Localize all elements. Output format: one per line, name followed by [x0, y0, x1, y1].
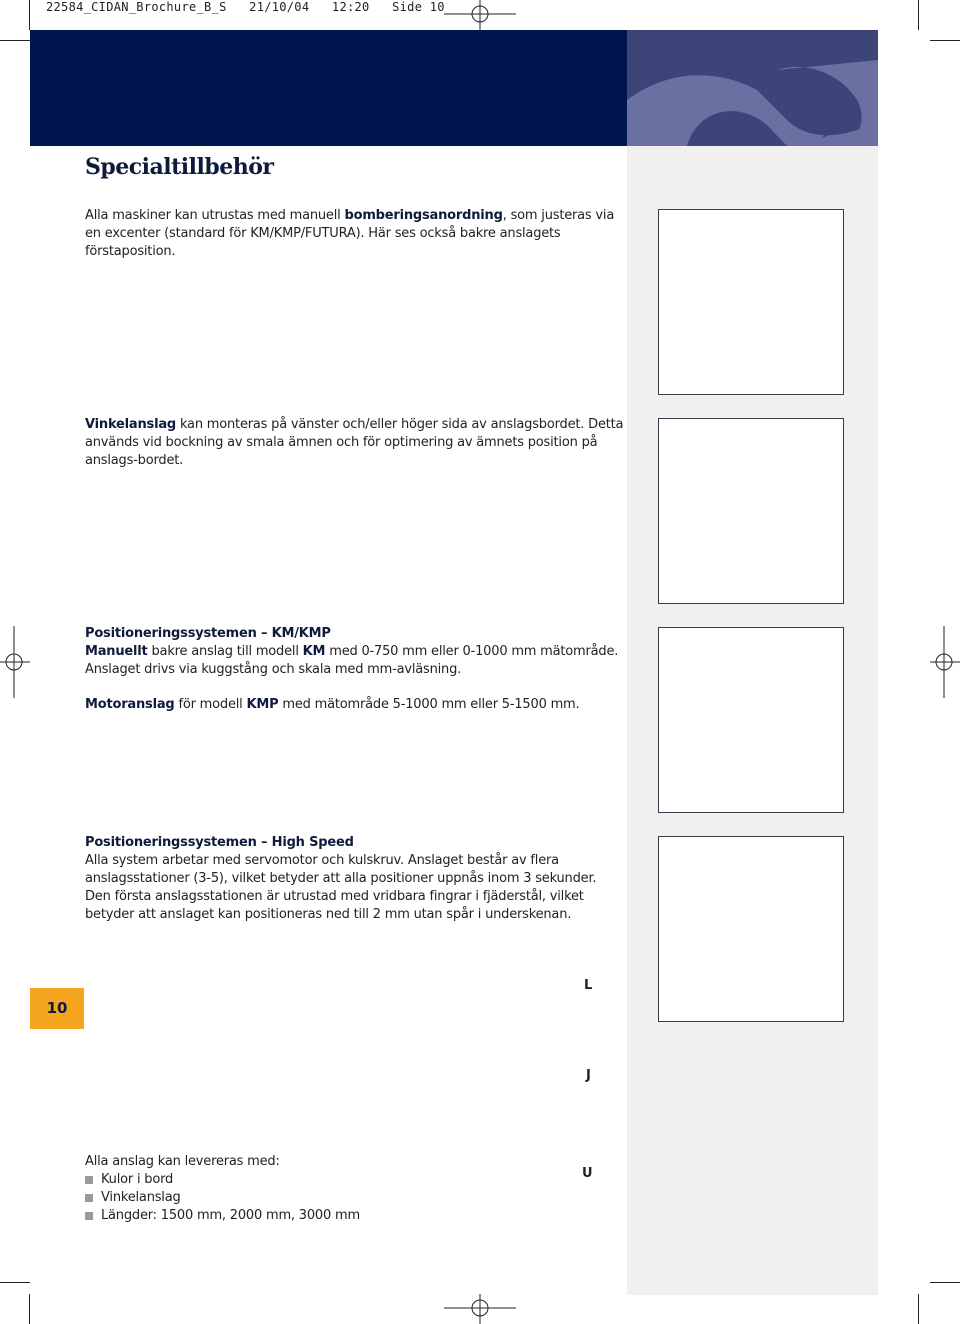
- vinkelanslag-paragraph: Vinkelanslag kan monteras på vänster och/eller höger sida av anslagsbordet. Detta används vid bockning av smala ämnen och för optimering av ämnets position på anslags-bordet.: [85, 417, 624, 468]
- list-item: Längder: 1500 mm, 2000 mm, 3000 mm: [85, 1207, 625, 1225]
- kmkmp-motor-line: Motoranslag för modell KMP med mätområde 5-1000 mm eller 5-1500 mm.: [85, 697, 580, 712]
- bullet-square-icon: [85, 1194, 93, 1202]
- highspeed-paragraph-2: Den första anslagsstationen är utrustad med vridbara fingrar i fjäderstål, vilket betyder att anslaget kan positioneras ned till 2 mm utan spår i underskenan.: [85, 889, 584, 922]
- kmkmp-section: [85, 625, 625, 714]
- delivery-intro: Alla anslag kan levereras med:: [85, 1154, 280, 1169]
- photo-frame-4: [658, 836, 844, 1022]
- photo-frame-2: [658, 418, 844, 604]
- registration-mark-left: [0, 626, 30, 698]
- kmkmp-heading: Positioneringssystemen – KM/KMP: [85, 626, 331, 641]
- list-item: Kulor i bord: [85, 1171, 625, 1189]
- list-item: Vinkelanslag: [85, 1189, 625, 1207]
- delivery-section: [85, 1153, 625, 1225]
- delivery-list: [85, 1171, 625, 1225]
- page-number-badge: 10: [30, 988, 84, 1029]
- highspeed-paragraph-1: Alla system arbetar med servomotor och kulskruv. Anslaget består av flera anslagsstationer (3-5), vilket betyder att alla positioner uppnås inom 3 sekunder.: [85, 853, 597, 886]
- bullet-square-icon: [85, 1212, 93, 1220]
- marker-l: L: [584, 978, 593, 993]
- page-title: Specialtillbehör: [85, 154, 274, 180]
- highspeed-section: [85, 834, 625, 924]
- registration-mark-top: [444, 0, 516, 30]
- registration-mark-bottom: [444, 1294, 516, 1324]
- kmkmp-line-2: Anslaget drivs via kuggstång och skala med mm-avläsning.: [85, 662, 462, 677]
- registration-mark-right: [930, 626, 960, 698]
- highspeed-heading: Positioneringssystemen – High Speed: [85, 835, 354, 850]
- photo-frame-3: [658, 627, 844, 813]
- intro-paragraph: Alla maskiner kan utrustas med manuell bomberingsanordning, som justeras via en excenter (standard för KM/KMP/FUTURA). Här ses också bakre anslagets förstaposition.: [85, 208, 615, 259]
- marker-u: U: [582, 1166, 593, 1181]
- print-slug: 22584_CIDAN_Brochure_B_S 21/10/04 12:20 Side 10: [46, 0, 445, 14]
- bullet-square-icon: [85, 1176, 93, 1184]
- kmkmp-line-1: Manuellt bakre anslag till modell KM med 0-750 mm eller 0-1000 mm mätområde.: [85, 644, 619, 659]
- marker-j: J: [586, 1068, 591, 1083]
- photo-frame-1: [658, 209, 844, 395]
- header-wave-graphic: [627, 30, 878, 146]
